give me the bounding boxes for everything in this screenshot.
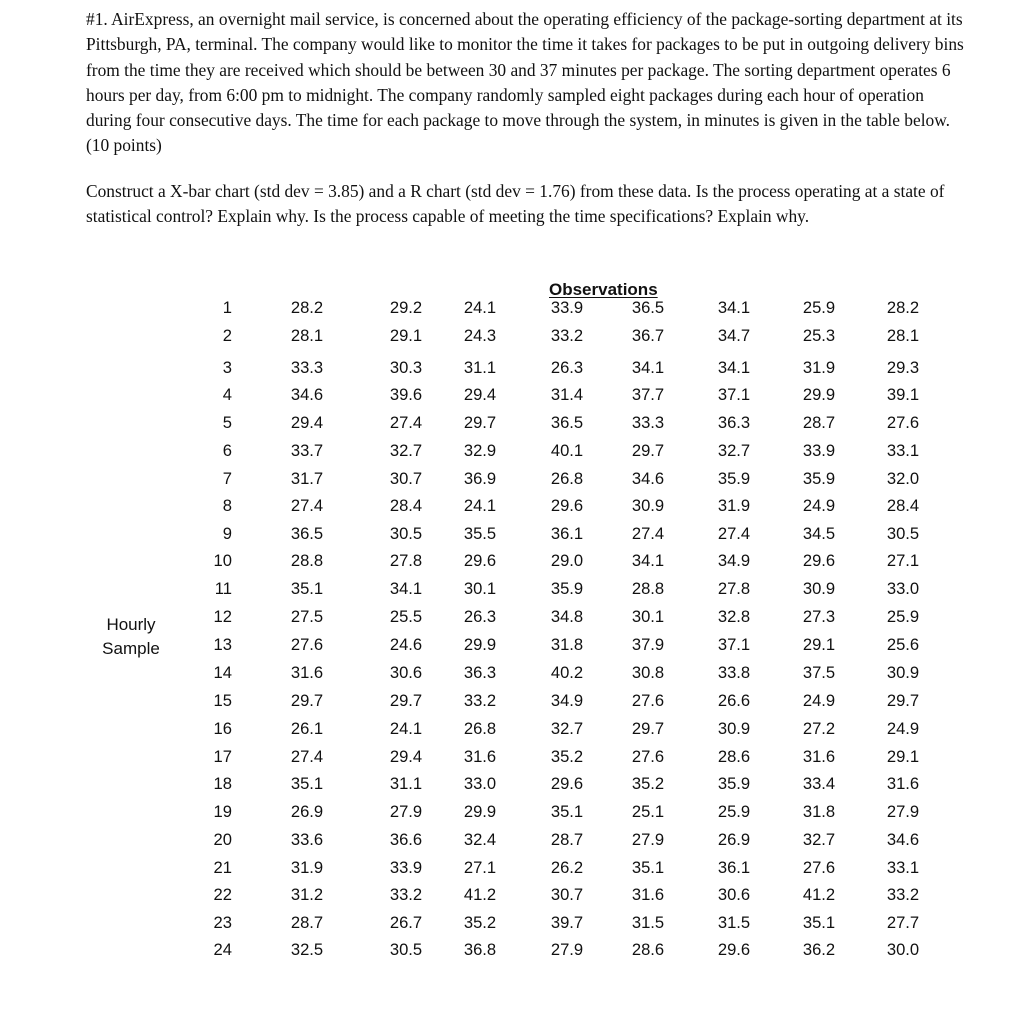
observation-cell: 29.6 [463,551,497,570]
problem-instructions: Construct a X-bar chart (std dev = 3.85) and a R chart (std dev = 1.76) from these data. Is the process operating at a state of statistical control? Explain why. Is the process capable of meeting the time specifications? Explain why. [86,181,945,227]
observation-cell: 32.9 [463,441,497,460]
observation-cell: 32.0 [886,469,920,488]
observation-cell: 27.4 [389,413,423,432]
observation-cell: 36.5 [631,298,665,317]
observation-cell: 34.6 [631,469,665,488]
sample-number: 16 [213,719,232,738]
observation-cell: 31.6 [886,774,920,793]
observation-cell: 29.6 [802,551,836,570]
observation-cell: 36.1 [717,858,751,877]
table-row [0,577,1024,601]
sample-number: 2 [222,326,232,345]
observation-cell: 35.1 [550,802,584,821]
observation-cell: 26.3 [463,607,497,626]
observation-cell: 27.6 [290,635,324,654]
sample-number: 1 [222,298,232,317]
observation-cell: 25.1 [631,802,665,821]
sample-number: 5 [222,413,232,432]
observation-cell: 29.6 [550,496,584,515]
observation-cell: 29.1 [389,326,423,345]
observations-header: Observations [549,280,658,299]
observation-cell: 35.5 [463,524,497,543]
observation-cell: 40.2 [550,663,584,682]
observation-cell: 27.9 [886,802,920,821]
observation-cell: 26.8 [550,469,584,488]
observation-cell: 26.1 [290,719,324,738]
table-row [0,689,1024,713]
observation-cell: 27.4 [631,524,665,543]
observation-cell: 35.1 [802,913,836,932]
observation-cell: 36.2 [802,940,836,959]
observation-cell: 33.2 [886,885,920,904]
sample-number: 24 [213,940,232,959]
table-row [0,717,1024,741]
observation-cell: 34.8 [550,607,584,626]
observation-cell: 28.7 [802,413,836,432]
observation-cell: 30.8 [631,663,665,682]
observation-cell: 36.3 [717,413,751,432]
sample-number: 3 [222,358,232,377]
observation-cell: 29.9 [463,635,497,654]
observation-cell: 33.8 [717,663,751,682]
observation-cell: 25.9 [802,298,836,317]
table-row [0,494,1024,518]
observation-cell: 36.3 [463,663,497,682]
table-row [0,549,1024,573]
observation-cell: 30.1 [463,579,497,598]
observation-cell: 36.5 [550,413,584,432]
table-row [0,661,1024,685]
observation-cell: 27.6 [631,691,665,710]
observation-cell: 26.9 [717,830,751,849]
observation-cell: 32.7 [802,830,836,849]
observation-cell: 33.3 [631,413,665,432]
observation-cell: 27.8 [717,579,751,598]
row-label-sample: Sample [102,639,160,658]
observation-cell: 31.6 [631,885,665,904]
observation-cell: 28.1 [290,326,324,345]
table-row [0,828,1024,852]
observation-cell: 33.9 [802,441,836,460]
observation-cell: 27.9 [631,830,665,849]
observation-cell: 35.1 [290,774,324,793]
observation-cell: 27.6 [631,747,665,766]
observation-cell: 35.2 [463,913,497,932]
observation-cell: 33.2 [463,691,497,710]
observation-cell: 27.9 [389,802,423,821]
observation-cell: 26.2 [550,858,584,877]
observation-cell: 27.3 [802,607,836,626]
observation-cell: 28.4 [886,496,920,515]
observation-cell: 29.6 [717,940,751,959]
observation-cell: 40.1 [550,441,584,460]
observation-cell: 34.1 [389,579,423,598]
observation-cell: 30.9 [802,579,836,598]
observation-cell: 31.9 [802,358,836,377]
table-row [0,522,1024,546]
observation-cell: 33.9 [550,298,584,317]
observation-cell: 27.2 [802,719,836,738]
observation-cell: 32.7 [389,441,423,460]
observation-cell: 29.7 [886,691,920,710]
observation-cell: 32.8 [717,607,751,626]
observation-cell: 26.9 [290,802,324,821]
observation-cell: 28.8 [631,579,665,598]
observation-cell: 34.1 [717,358,751,377]
observation-cell: 35.9 [802,469,836,488]
observation-cell: 39.7 [550,913,584,932]
sample-number: 21 [213,858,232,877]
observation-cell: 36.6 [389,830,423,849]
observation-cell: 41.2 [802,885,836,904]
observation-cell: 29.7 [631,719,665,738]
observation-cell: 36.8 [463,940,497,959]
problem-statement: #1. AirExpress, an overnight mail service, is concerned about the operating efficiency of the package-sorting department at its Pittsburgh, PA, terminal. The company would like to monitor the time it takes for packages to be put in outgoing delivery bins from the time they are received which should be between 30 and 37 minutes per package. The sorting department operates 6 hours per day, from 6:00 pm to midnight. The company randomly sampled eight packages during each hour of operation during four consecutive days. The time for each package to move through the system, in minutes is given in the table below. (10 points) [86,9,964,156]
observation-cell: 33.1 [886,441,920,460]
observation-cell: 31.8 [550,635,584,654]
observation-cell: 29.7 [631,441,665,460]
observation-cell: 31.4 [550,385,584,404]
observation-cell: 27.4 [290,747,324,766]
observation-cell: 34.1 [631,551,665,570]
observation-cell: 36.7 [631,326,665,345]
observation-cell: 30.7 [550,885,584,904]
observation-cell: 26.3 [550,358,584,377]
table-row [0,911,1024,935]
observation-cell: 25.3 [802,326,836,345]
observation-cell: 28.4 [389,496,423,515]
observation-cell: 25.5 [389,607,423,626]
observation-cell: 37.1 [717,635,751,654]
observation-cell: 27.1 [886,551,920,570]
observation-cell: 24.1 [463,298,497,317]
observation-cell: 34.5 [802,524,836,543]
sample-number: 6 [222,441,232,460]
table-row [0,324,1024,348]
observation-cell: 26.8 [463,719,497,738]
observation-cell: 26.6 [717,691,751,710]
observation-cell: 27.7 [886,913,920,932]
observation-cell: 27.4 [717,524,751,543]
table-row [0,745,1024,769]
observation-cell: 24.9 [886,719,920,738]
observation-cell: 35.9 [717,469,751,488]
observation-cell: 27.4 [290,496,324,515]
observation-cell: 33.9 [389,858,423,877]
observation-cell: 32.4 [463,830,497,849]
observation-cell: 24.1 [389,719,423,738]
observation-cell: 25.6 [886,635,920,654]
observation-cell: 28.7 [290,913,324,932]
observation-cell: 28.2 [290,298,324,317]
observation-cell: 29.4 [389,747,423,766]
observation-cell: 29.0 [550,551,584,570]
observation-cell: 33.4 [802,774,836,793]
observation-cell: 33.3 [290,358,324,377]
observation-cell: 29.9 [463,802,497,821]
sample-number: 11 [214,579,232,598]
observation-cell: 31.8 [802,802,836,821]
observation-cell: 30.7 [389,469,423,488]
observation-cell: 27.6 [802,858,836,877]
observation-cell: 28.7 [550,830,584,849]
observation-cell: 32.7 [550,719,584,738]
sample-number: 18 [213,774,232,793]
observation-cell: 35.1 [290,579,324,598]
table-row [0,467,1024,491]
observation-cell: 28.6 [717,747,751,766]
observation-cell: 29.7 [463,413,497,432]
observation-cell: 34.1 [717,298,751,317]
observation-cell: 29.3 [886,358,920,377]
table-row [0,772,1024,796]
observation-cell: 29.7 [290,691,324,710]
observation-cell: 36.9 [463,469,497,488]
observation-cell: 41.2 [463,885,497,904]
observation-cell: 27.5 [290,607,324,626]
table-row [0,296,1024,320]
table-row [0,856,1024,880]
sample-number: 20 [213,830,232,849]
observation-cell: 37.1 [717,385,751,404]
observation-cell: 25.9 [886,607,920,626]
observation-cell: 31.6 [802,747,836,766]
observation-cell: 27.6 [886,413,920,432]
observation-cell: 34.7 [717,326,751,345]
observation-cell: 34.9 [550,691,584,710]
observation-cell: 33.6 [290,830,324,849]
observation-cell: 28.1 [886,326,920,345]
observation-cell: 30.5 [389,524,423,543]
observation-cell: 24.9 [802,496,836,515]
observation-cell: 28.2 [886,298,920,317]
observation-cell: 30.9 [717,719,751,738]
observation-cell: 31.9 [717,496,751,515]
observation-cell: 36.1 [550,524,584,543]
sample-number: 8 [222,496,232,515]
observation-cell: 37.9 [631,635,665,654]
observation-cell: 33.0 [886,579,920,598]
observation-cell: 29.9 [802,385,836,404]
observation-cell: 31.1 [389,774,423,793]
observation-cell: 39.1 [886,385,920,404]
observation-cell: 33.2 [550,326,584,345]
observation-cell: 27.9 [550,940,584,959]
observation-cell: 31.5 [631,913,665,932]
observation-cell: 31.9 [290,858,324,877]
sample-number: 13 [213,635,232,654]
observation-cell: 30.6 [717,885,751,904]
sample-number: 9 [222,524,232,543]
observation-cell: 30.6 [389,663,423,682]
observation-cell: 29.1 [802,635,836,654]
observation-cell: 29.4 [290,413,324,432]
observation-cell: 29.1 [886,747,920,766]
observation-cell: 35.9 [717,774,751,793]
observation-cell: 30.9 [631,496,665,515]
observation-cell: 33.2 [389,885,423,904]
table-row [0,356,1024,380]
observation-cell: 28.8 [290,551,324,570]
observation-cell: 32.5 [290,940,324,959]
observation-cell: 28.6 [631,940,665,959]
table-row [0,938,1024,962]
observation-cell: 31.7 [290,469,324,488]
observation-cell: 29.2 [389,298,423,317]
row-label-hourly: Hourly [106,615,156,634]
table-row [0,439,1024,463]
observation-cell: 24.1 [463,496,497,515]
observation-cell: 35.2 [631,774,665,793]
observation-cell: 29.4 [463,385,497,404]
observation-cell: 31.1 [463,358,497,377]
observation-cell: 33.7 [290,441,324,460]
observation-cell: 29.7 [389,691,423,710]
table-row [0,800,1024,824]
observation-cell: 24.6 [389,635,423,654]
observation-cell: 32.7 [717,441,751,460]
sample-number: 10 [213,551,232,570]
observation-cell: 33.1 [886,858,920,877]
observation-cell: 30.0 [886,940,920,959]
observation-cell: 30.5 [886,524,920,543]
table-row [0,883,1024,907]
observation-cell: 24.9 [802,691,836,710]
observation-cell: 35.9 [550,579,584,598]
observation-cell: 35.2 [550,747,584,766]
sample-number: 19 [213,802,232,821]
observation-cell: 29.6 [550,774,584,793]
sample-number: 17 [213,747,232,766]
sample-number: 14 [213,663,232,682]
observation-cell: 39.6 [389,385,423,404]
observation-cell: 27.1 [463,858,497,877]
observation-cell: 24.3 [463,326,497,345]
table-row [0,411,1024,435]
observation-cell: 30.1 [631,607,665,626]
observation-cell: 25.9 [717,802,751,821]
observation-cell: 37.5 [802,663,836,682]
observation-cell: 37.7 [631,385,665,404]
observation-cell: 26.7 [389,913,423,932]
observation-cell: 27.8 [389,551,423,570]
observation-cell: 31.2 [290,885,324,904]
sample-number: 22 [213,885,232,904]
sample-number: 12 [213,607,232,626]
observation-cell: 36.5 [290,524,324,543]
table-row [0,383,1024,407]
observation-cell: 30.3 [389,358,423,377]
observation-cell: 30.5 [389,940,423,959]
sample-number: 23 [213,913,232,932]
observation-cell: 31.6 [290,663,324,682]
observation-cell: 31.5 [717,913,751,932]
observation-cell: 34.6 [886,830,920,849]
sample-number: 15 [213,691,232,710]
sample-number: 4 [222,385,232,404]
observation-cell: 31.6 [463,747,497,766]
observation-cell: 34.1 [631,358,665,377]
observation-cell: 35.1 [631,858,665,877]
observation-cell: 30.9 [886,663,920,682]
observation-cell: 33.0 [463,774,497,793]
sample-number: 7 [222,469,232,488]
observation-cell: 34.9 [717,551,751,570]
observation-cell: 34.6 [290,385,324,404]
